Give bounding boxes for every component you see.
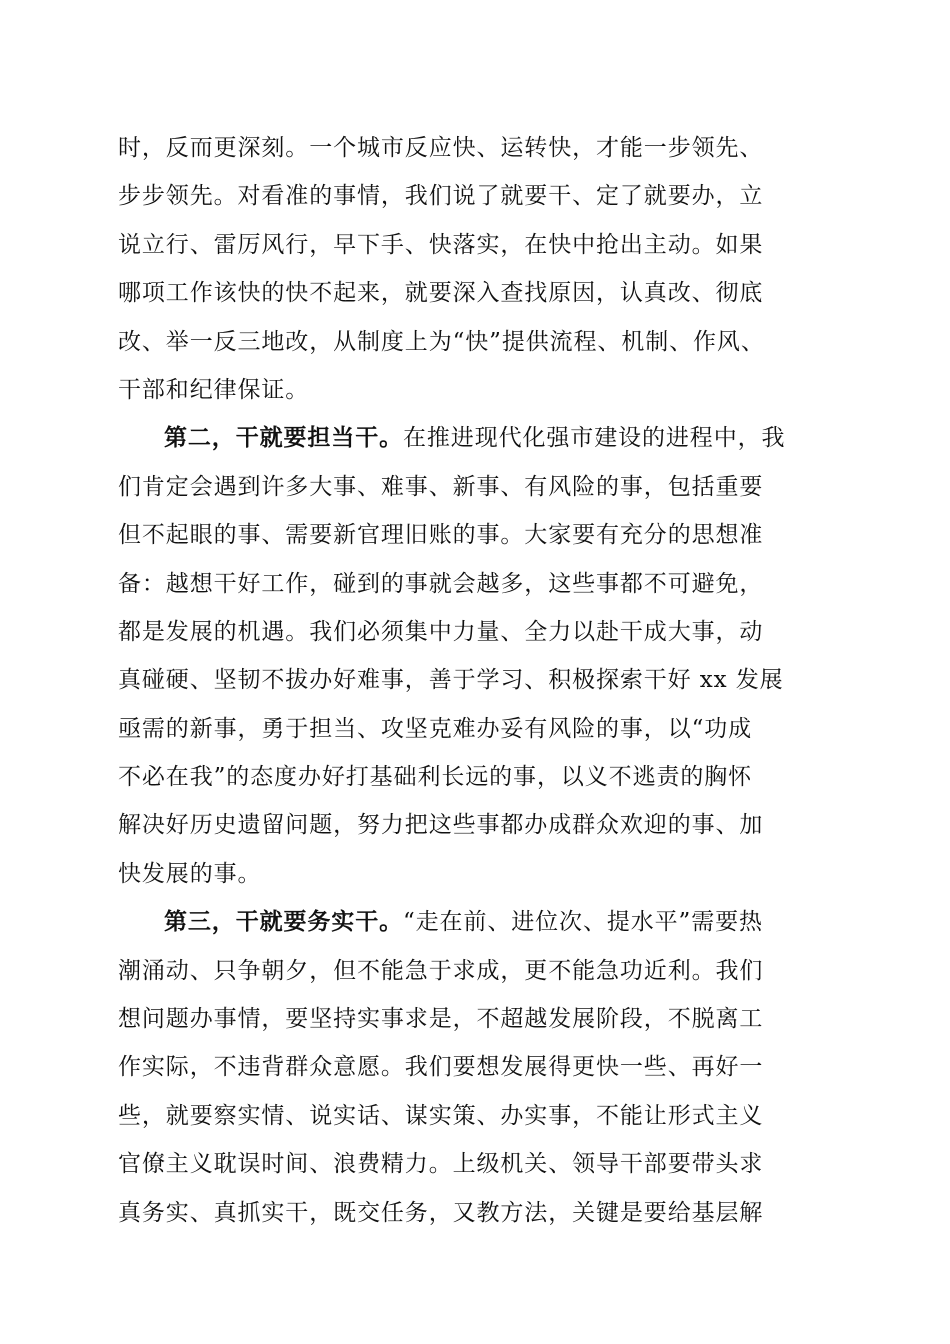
paragraph-1 [118, 124, 838, 414]
text-line: 都是发展的机遇。我们必须集中力量、全力以赴干成大事，动 [118, 618, 764, 645]
paragraph-2 [118, 414, 838, 898]
paragraph-3 [118, 898, 838, 1237]
text-line: 备：越想干好工作，碰到的事就会越多，这些事都不可避免， [118, 570, 764, 597]
text-line: 但不起眼的事、需要新官理旧账的事。大家要有充分的思想准 [118, 522, 764, 549]
text-line: 作实际，不违背群众意愿。我们要想发展得更快一些、再好一 [118, 1054, 764, 1081]
document-body [118, 124, 838, 1237]
text-line: 解决好历史遗留问题，努力把这些事都办成群众欢迎的事、加 [118, 812, 764, 839]
paragraph-text: 在推进现代化强市建设的进程中，我 [403, 425, 786, 452]
text-line: 想问题办事情，要坚持实事求是，不超越发展阶段，不脱离工 [118, 1006, 764, 1033]
text-line: 步步领先。对看准的事情，我们说了就要干、定了就要办，立 [118, 183, 764, 210]
text-line: 官僚主义耽误时间、浪费精力。上级机关、领导干部要带头求 [118, 1151, 764, 1178]
paragraph-text: “走在前、进位次、提水平”需要热 [403, 909, 763, 936]
text-line-first [118, 898, 838, 946]
text-line: 改、举一反三地改，从制度上为“快”提供流程、机制、作风、 [118, 328, 765, 355]
text-line: 真务实、真抓实干，既交任务，又教方法，关键是要给基层解 [118, 1199, 764, 1226]
text-line: 潮涌动、只争朝夕，但不能急于求成，更不能急功近利。我们 [118, 957, 764, 984]
paragraph-heading: 第二，干就要担当干。 [164, 424, 403, 452]
text-line: 说立行、雷厉风行，早下手、快落实，在快中抢出主动。如果 [118, 231, 764, 258]
text-line-first [118, 414, 838, 462]
text-line: 哪项工作该快的快不起来，就要深入查找原因，认真改、彻底 [118, 280, 764, 307]
text-line: 真碰硬、坚韧不拔办好难事，善于学习、积极探索干好 xx 发展 [118, 667, 784, 694]
text-line: 些，就要察实情、说实话、谋实策、办实事，不能让形式主义 [118, 1102, 764, 1129]
text-line: 亟需的新事，勇于担当、攻坚克难办妥有风险的事，以“功成 [118, 715, 753, 742]
paragraph-heading: 第三，干就要务实干。 [164, 908, 403, 936]
text-line: 不必在我”的态度办好打基础利长远的事，以义不逃责的胸怀 [118, 764, 753, 791]
text-line: 们肯定会遇到许多大事、难事、新事、有风险的事，包括重要 [118, 473, 764, 500]
text-line: 快发展的事。 [118, 860, 262, 887]
text-line: 干部和纪律保证。 [118, 376, 310, 403]
text-line: 时，反而更深刻。一个城市反应快、运转快，才能一步领先、 [118, 135, 764, 161]
